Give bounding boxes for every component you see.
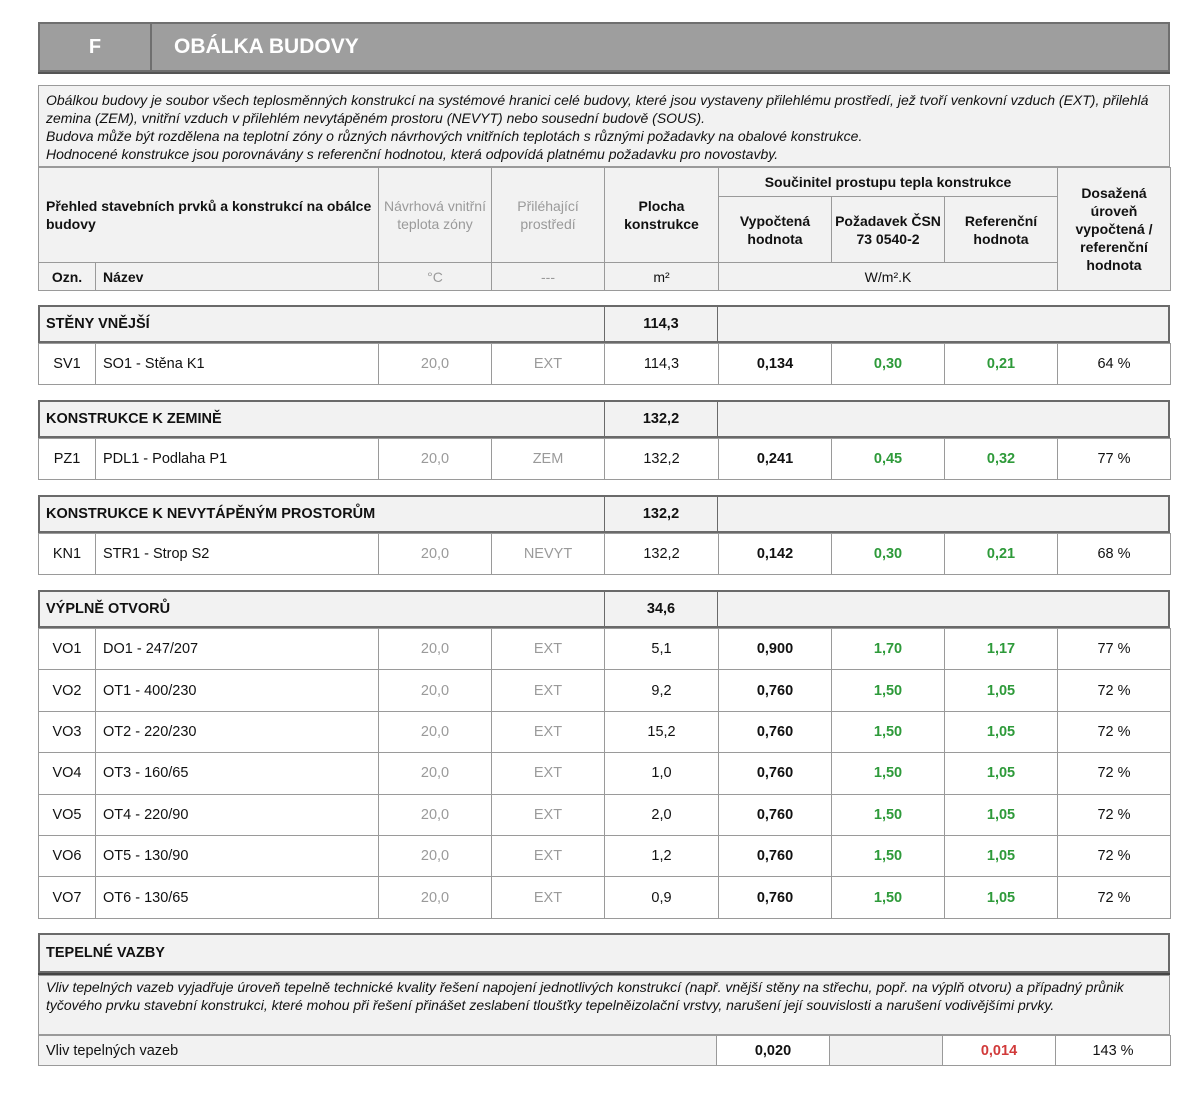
row-req: 0,30	[832, 534, 945, 575]
row-ref: 1,05	[945, 670, 1058, 711]
header-area: Plocha konstrukce	[605, 168, 719, 263]
row-temp: 20,0	[379, 711, 492, 752]
section-name: KONSTRUKCE K NEVYTÁPĚNÝM PROSTORŮM	[46, 506, 376, 522]
intro-line: Hodnocené konstrukce jsou porovnávány s referenční hodnotou, která odpovídá platnému požadavku pro novostavby.	[46, 146, 779, 162]
row-code: VO4	[39, 753, 96, 794]
row-temp: 20,0	[379, 344, 492, 385]
header-achieved: Dosažená úroveň vypočtená / referenční hodnota	[1058, 168, 1171, 291]
row-area: 114,3	[605, 344, 719, 385]
row-code: VO2	[39, 670, 96, 711]
header-col-code: Ozn.	[39, 263, 96, 291]
unit-u: W/m².K	[719, 263, 1058, 291]
row-name: OT5 - 130/90	[96, 835, 379, 876]
unit-area: m²	[605, 263, 719, 291]
row-area: 1,0	[605, 753, 719, 794]
row-calc: 0,900	[719, 629, 832, 670]
section-area: 34,6	[604, 592, 718, 626]
row-temp: 20,0	[379, 534, 492, 575]
row-ref: 1,05	[945, 711, 1058, 752]
row-code: VO7	[39, 877, 96, 918]
row-name: OT2 - 220/230	[96, 711, 379, 752]
thermal-bridges-req	[830, 1036, 943, 1066]
row-ref: 0,21	[945, 344, 1058, 385]
row-name: OT3 - 160/65	[96, 753, 379, 794]
row-name: OT6 - 130/65	[96, 877, 379, 918]
row-temp: 20,0	[379, 753, 492, 794]
header-col-name: Název	[96, 263, 379, 291]
row-calc: 0,142	[719, 534, 832, 575]
row-calc: 0,760	[719, 753, 832, 794]
section-rows	[38, 438, 1170, 480]
header-reference: Referenční hodnota	[945, 197, 1058, 263]
header-overview: Přehled stavebních prvků a konstrukcí na obálce budovy	[39, 168, 379, 263]
row-req: 1,70	[832, 629, 945, 670]
row-env: NEVYT	[492, 534, 605, 575]
section-rows	[38, 343, 1170, 385]
row-calc: 0,760	[719, 835, 832, 876]
section-bar	[38, 305, 1170, 343]
row-env: EXT	[492, 711, 605, 752]
intro-text	[38, 85, 1170, 167]
row-env: EXT	[492, 670, 605, 711]
section-code: F	[40, 24, 152, 70]
table-row	[39, 711, 1171, 752]
row-pct: 72 %	[1058, 835, 1171, 876]
section-name: KONSTRUKCE K ZEMINĚ	[46, 411, 222, 427]
row-area: 1,2	[605, 835, 719, 876]
section-rows	[38, 628, 1170, 919]
table-row	[39, 670, 1171, 711]
row-pct: 68 %	[1058, 534, 1171, 575]
row-env: EXT	[492, 877, 605, 918]
intro-line: Budova může být rozdělena na teplotní zóny o různých návrhových vnitřních teplotách s různými požadavky na obalové konstrukce.	[46, 128, 863, 144]
row-pct: 72 %	[1058, 753, 1171, 794]
row-ref: 1,05	[945, 794, 1058, 835]
row-env: ZEM	[492, 439, 605, 480]
row-name: SO1 - Stěna K1	[96, 344, 379, 385]
row-ref: 1,05	[945, 877, 1058, 918]
row-code: SV1	[39, 344, 96, 385]
thermal-bridges-text: Vliv tepelných vazeb vyjadřuje úroveň tepelně technické kvality řešení napojení jednotlivých konstrukcí (např. vnější stěny na střechu, popř. na výplň otvoru) a případný průnik tyčového prvku stavební konstrukci, které mohou při řešení přinášet zeslabení tloušťky tepelněizolační vrstvy, narušení její souvislosti a narušení vodivějšími prvky.	[38, 975, 1170, 1035]
row-code: VO1	[39, 629, 96, 670]
header-required: Požadavek ČSN 73 0540-2	[832, 197, 945, 263]
row-calc: 0,134	[719, 344, 832, 385]
row-calc: 0,760	[719, 877, 832, 918]
row-code: VO5	[39, 794, 96, 835]
row-env: EXT	[492, 629, 605, 670]
row-ref: 1,05	[945, 753, 1058, 794]
section-rows	[38, 533, 1170, 575]
row-temp: 20,0	[379, 670, 492, 711]
row-ref: 0,32	[945, 439, 1058, 480]
row-area: 5,1	[605, 629, 719, 670]
section-name: STĚNY VNĚJŠÍ	[46, 316, 150, 332]
section-area: 132,2	[604, 402, 718, 436]
table-header	[38, 167, 1170, 291]
row-area: 0,9	[605, 877, 719, 918]
row-temp: 20,0	[379, 629, 492, 670]
row-pct: 72 %	[1058, 670, 1171, 711]
row-req: 0,45	[832, 439, 945, 480]
table-row	[39, 794, 1171, 835]
thermal-bridges-bar	[38, 933, 1170, 973]
row-name: PDL1 - Podlaha P1	[96, 439, 379, 480]
table-row	[39, 877, 1171, 918]
row-area: 2,0	[605, 794, 719, 835]
row-temp: 20,0	[379, 877, 492, 918]
row-req: 1,50	[832, 670, 945, 711]
row-req: 1,50	[832, 794, 945, 835]
section-title: OBÁLKA BUDOVY	[174, 35, 359, 58]
row-code: VO6	[39, 835, 96, 876]
thermal-bridges-ref: 0,014	[943, 1036, 1056, 1066]
row-pct: 64 %	[1058, 344, 1171, 385]
row-ref: 0,21	[945, 534, 1058, 575]
row-req: 0,30	[832, 344, 945, 385]
row-env: EXT	[492, 794, 605, 835]
section-area: 132,2	[604, 497, 718, 531]
row-req: 1,50	[832, 753, 945, 794]
row-code: PZ1	[39, 439, 96, 480]
row-pct: 72 %	[1058, 711, 1171, 752]
table-row	[39, 344, 1171, 385]
row-ref: 1,05	[945, 835, 1058, 876]
intro-line: Obálkou budovy je soubor všech teplosměnných konstrukcí na systémové hranici celé budovy, které jsou vystaveny přilehlému prostředí, jež tvoří venkovní vzduch (EXT), přilehlá zemina (ZEM), vnitřní vzduch v přilehlém nevytápěném prostoru (NEVYT) nebo sousední budově (SOUS).	[46, 92, 1149, 126]
row-name: STR1 - Strop S2	[96, 534, 379, 575]
row-temp: 20,0	[379, 835, 492, 876]
row-temp: 20,0	[379, 794, 492, 835]
row-req: 1,50	[832, 711, 945, 752]
row-pct: 77 %	[1058, 439, 1171, 480]
row-area: 132,2	[605, 534, 719, 575]
row-env: EXT	[492, 753, 605, 794]
thermal-bridges-label: Vliv tepelných vazeb	[39, 1036, 717, 1066]
row-area: 9,2	[605, 670, 719, 711]
table-row	[39, 534, 1171, 575]
row-code: KN1	[39, 534, 96, 575]
row-pct: 72 %	[1058, 794, 1171, 835]
table-row	[39, 753, 1171, 794]
thermal-bridges-row	[38, 1035, 1170, 1066]
row-temp: 20,0	[379, 439, 492, 480]
row-calc: 0,760	[719, 711, 832, 752]
section-header	[38, 22, 1170, 72]
header-calculated: Vypočtená hodnota	[719, 197, 832, 263]
row-pct: 72 %	[1058, 877, 1171, 918]
row-name: DO1 - 247/207	[96, 629, 379, 670]
row-env: EXT	[492, 344, 605, 385]
header-environment: Přiléhající prostředí	[492, 168, 605, 263]
header-u-group: Součinitel prostupu tepla konstrukce	[719, 168, 1058, 197]
row-area: 15,2	[605, 711, 719, 752]
row-req: 1,50	[832, 877, 945, 918]
unit-env: ---	[492, 263, 605, 291]
table-row	[39, 835, 1171, 876]
section-bar	[38, 590, 1170, 628]
row-calc: 0,760	[719, 670, 832, 711]
row-area: 132,2	[605, 439, 719, 480]
thermal-bridges-calc: 0,020	[717, 1036, 830, 1066]
section-area: 114,3	[604, 307, 718, 341]
row-ref: 1,17	[945, 629, 1058, 670]
thermal-bridges-title: TEPELNÉ VAZBY	[46, 945, 165, 961]
row-env: EXT	[492, 835, 605, 876]
row-req: 1,50	[832, 835, 945, 876]
row-name: OT1 - 400/230	[96, 670, 379, 711]
section-bar	[38, 495, 1170, 533]
thermal-bridges-pct: 143 %	[1056, 1036, 1171, 1066]
unit-temp: °C	[379, 263, 492, 291]
section-bar	[38, 400, 1170, 438]
row-calc: 0,241	[719, 439, 832, 480]
table-row	[39, 629, 1171, 670]
row-name: OT4 - 220/90	[96, 794, 379, 835]
row-calc: 0,760	[719, 794, 832, 835]
section-name: VÝPLNĚ OTVORŮ	[46, 601, 171, 617]
table-row	[39, 1036, 1171, 1066]
row-pct: 77 %	[1058, 629, 1171, 670]
row-code: VO3	[39, 711, 96, 752]
table-row	[39, 439, 1171, 480]
header-zone-temp: Návrhová vnitřní teplota zóny	[379, 168, 492, 263]
